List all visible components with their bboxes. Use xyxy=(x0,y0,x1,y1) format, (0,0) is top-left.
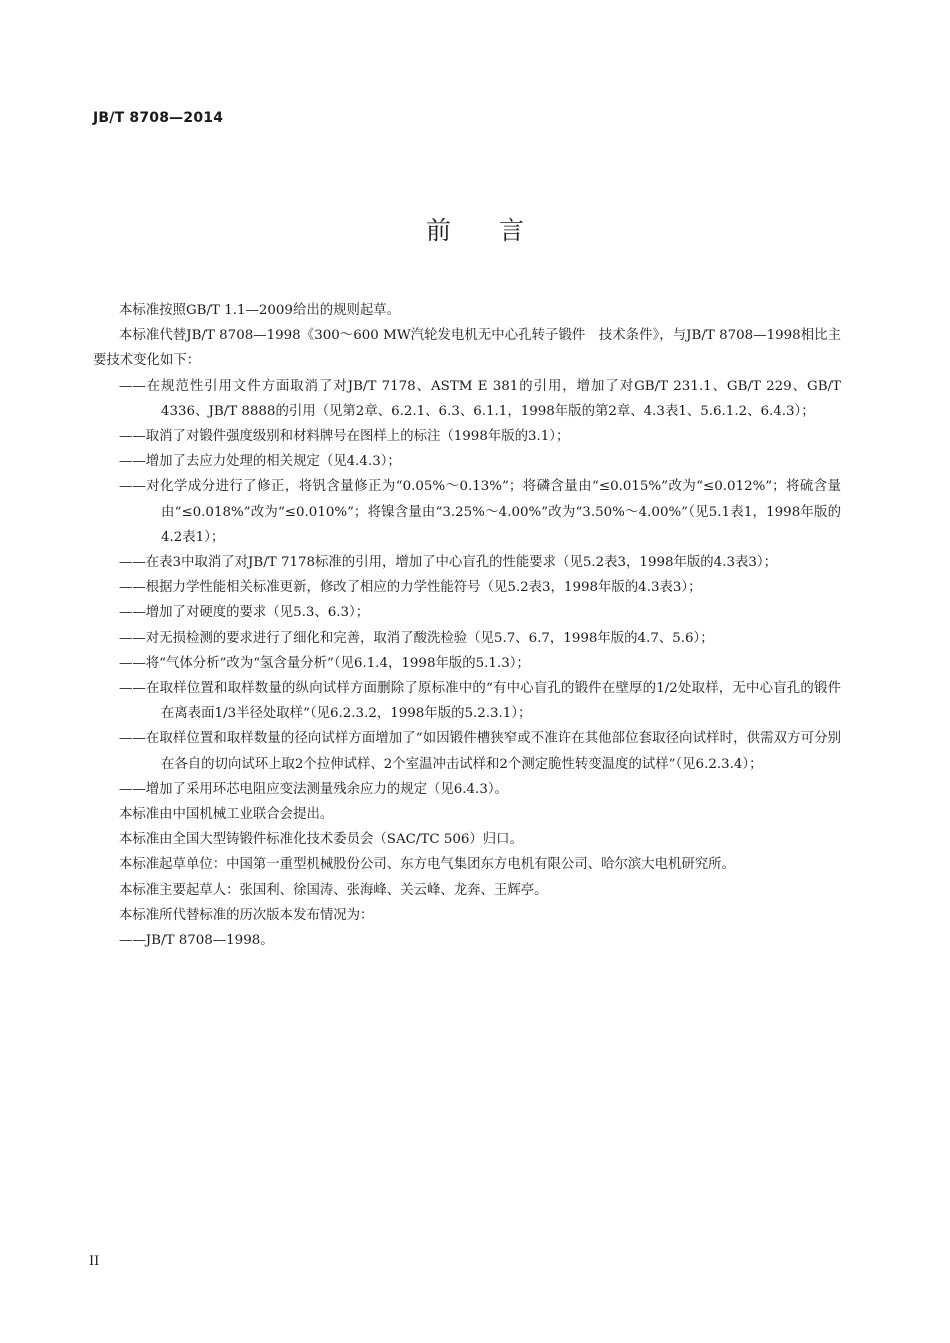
change-item: ——将“气体分析”改为“氢含量分析”（见6.1.4，1998年版的5.1.3）； xyxy=(119,655,530,671)
paragraph: 本标准主要起草人：张国利、徐国涛、张海峰、关云峰、龙奔、王辉亭。 xyxy=(119,882,548,898)
change-item: ——对无损检测的要求进行了细化和完善，取消了酸洗检验（见5.7、6.7，1998年版的4.7、5.6）； xyxy=(119,630,714,646)
paragraph: 本标准代替JB/T 8708—1998《300～600 MW汽轮发电机无中心孔转子锻件 技术条件》，与JB/T 8708—1998相比主要技术变化如下： xyxy=(93,328,841,369)
change-item: ——根据力学性能相关标准更新，修改了相应的力学性能符号（见5.2表3，1998年版的4.3表3）； xyxy=(119,580,702,596)
page-number: II xyxy=(89,1254,100,1269)
paragraph: 本标准起草单位：中国第一重型机械股份公司、东方电气集团东方电机有限公司、哈尔滨大电机研究所。 xyxy=(119,857,735,873)
change-item: ——取消了对锻件强度级别和材料牌号在图样上的标注（1998年版的3.1）； xyxy=(119,429,570,445)
change-item: ——对化学成分进行了修正，将钒含量修正为“0.05%～0.13%”；将磷含量由“≤0.015%”改为“≤0.012%”；将硫含量由“≤0.018%”改为“≤0.010%”；将镍含量由“3.25%～4.00%”改为“3.50%～4.00%”（见5.1表1，1998年版的4.2表1）； xyxy=(119,479,841,545)
change-item: ——增加了采用环芯电阻应变法测量残余应力的规定（见6.4.3）。 xyxy=(119,781,508,797)
paragraph: 本标准按照GB/T 1.1—2009给出的规则起草。 xyxy=(119,303,401,318)
paragraph: 本标准由全国大型铸锻件标准化技术委员会（SAC/TC 506）归口。 xyxy=(119,832,523,848)
change-item: ——增加了去应力处理的相关规定（见4.4.3）； xyxy=(119,454,401,470)
change-item: ——在取样位置和取样数量的纵向试样方面删除了原标准中的“有中心盲孔的锻件在壁厚的1/2处取样，无中心盲孔的锻件在离表面1/3半径处取样”（见6.2.3.2，1998年版的5.2.3.1）； xyxy=(119,681,841,722)
document-code: JB/T 8708—2014 xyxy=(93,110,224,126)
paragraph: 本标准由中国机械工业联合会提出。 xyxy=(119,807,334,823)
change-item: ——增加了对硬度的要求（见5.3、6.3）； xyxy=(119,605,370,621)
change-item: ——在规范性引用文件方面取消了对JB/T 7178、ASTM E 381的引用，增加了对GB/T 231.1、GB/T 229、GB/T 4336、JB/T 8888的引用（见第2章、6.2.1、6.3、6.1.1，1998年版的第2章、4.3表1、5.6.1.2、6.4.3）； xyxy=(119,378,841,419)
change-item: ——在表3中取消了对JB/T 7178标准的引用，增加了中心盲孔的性能要求（见5.2表3，1998年版的4.3表3）； xyxy=(119,555,777,571)
paragraph: 本标准所代替标准的历次版本发布情况为： xyxy=(119,907,374,923)
history-item: ——JB/T 8708—1998。 xyxy=(119,933,274,949)
foreword-body xyxy=(93,298,841,953)
change-item: ——在取样位置和取样数量的径向试样方面增加了“如因锻件槽狭窄或不准许在其他部位套取径向试样时，供需双方可分别在各自的切向试环上取2个拉伸试样、2个室温冲击试样和2个测定脆性转变温度的试样”（见6.2.3.4）； xyxy=(119,731,841,772)
page-title: 前言 xyxy=(425,216,572,245)
